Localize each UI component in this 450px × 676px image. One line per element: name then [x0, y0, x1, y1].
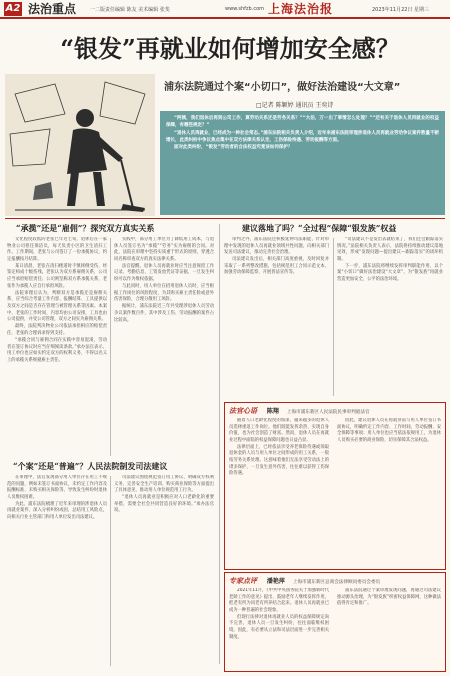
- article-paragraph: 某日清晨，老张在清扫楼道时不慎摔倒受伤，经鉴定构成十级伤残。老张认为双方系雇佣关系，公司应当承担赔偿责任；公司则坚称双方系承揽关系，老张作为承揽人应自行承担风险。: [7, 263, 107, 289]
- article-paragraph: 最终，法院判决物业公司依法承担相应的赔偿责任，老张的合理诉求得到支持。: [7, 324, 107, 336]
- lead-paragraph: 面对此类纠纷，“银发”劳动者的合法权益究竟该如何保护？: [174, 145, 293, 150]
- subtitle: 浦东法院通过个案“小切口”，做好法治建设“大文章”: [164, 82, 401, 93]
- left-heading: “承揽”还是“雇佣”？探究双方真实关系: [16, 223, 155, 233]
- left-column: [7, 237, 107, 457]
- column-divider: [333, 238, 334, 396]
- paper-name: 上海法治报: [268, 2, 334, 16]
- article-paragraph: 在审理中，法官发现部分用人单位存在用工不规范的问题，例如未签订书面协议、未约定工作内容及报酬标准、未购买相关保险等，导致发生纠纷时退休人员维权困难。: [7, 475, 107, 500]
- masthead-rule: [0, 17, 450, 19]
- article-paragraph: 为此，浦东法院梳理了近年来审理的涉退休人员再就业案件，深入分析纠纷成因，总结用工风险点，向相关行业主管部门和用人单位发出司法建议。: [7, 501, 107, 521]
- right-heading: 建议落地了吗？“全过程”保障“银发族”权益: [242, 223, 397, 233]
- expert-comment-body: [337, 588, 441, 668]
- website: www.shfzb.com: [225, 6, 264, 12]
- expert-author: 潘艳萍: [266, 578, 285, 585]
- masthead: [0, 0, 450, 20]
- section-title: 法治重点: [28, 2, 77, 16]
- expert-paragraph: 浦东法院通过个案审理发现问题，再通过司法建议推动源头治理，为“银发族”织密权益保障网，这种做法值得肯定和推广。: [337, 588, 441, 607]
- elderly-worker-illustration: [5, 74, 155, 216]
- page-badge: A2: [5, 3, 21, 14]
- editor-line: 一二版责任编辑 陈友 美术编辑 张斐: [90, 7, 170, 13]
- comment-paragraph: 因此，建议退休人员在再就业前与用人单位签订书面协议，明确约定工作内容、工作时间、劳动报酬、安全保障等事项；用人单位也应当依法依规用工，为退休人员购买必要的商业保险，切实保障其合法权益。: [337, 418, 441, 443]
- expert-comment-header: [229, 577, 380, 587]
- article-paragraph: “承揽合同与雇佣合同在实践中容易混淆，劳动者在签订协议时应当仔细阅读条款。”承办法官表示，用工单位也应如实约定双方的权利义务，不得以名义上的承揽关系规避雇主责任。: [7, 337, 107, 363]
- article-paragraph: “司法建议不是发出去就结束了，我们还会跟踪落实情况。”法院相关负责人表示，法院将持续推动建议落地见效，形成“发现问题—提出建议—跟踪落实”的闭环机制。: [337, 237, 443, 262]
- article-paragraph: “退休人员再就业是积极应对人口老龄化的重要举措，需要全社会共同营造良好的环境。”承办法官说。: [114, 495, 214, 514]
- headline: “银发”再就业如何增加安全感？: [60, 34, 400, 63]
- expert-comment-body: [229, 588, 329, 668]
- byline: □记者 陈颖婷 通讯员 王奕诗: [256, 102, 334, 109]
- expert-tag: 专家点评: [229, 577, 257, 585]
- lead-box: [160, 111, 445, 215]
- section2-heading: “个案”还是“普遍”？人民法院制发司法建议: [13, 461, 168, 471]
- lead-paragraph: “阿姨，我们退休后再到公司工作，算劳动关系还是劳务关系？”“大伯，万一出了事情怎么处理？”“还有关于退休人员再就业的权益保障，有哪些规定？”: [166, 116, 439, 128]
- comment-paragraph: 法律层面上，已经依法享受养老保险待遇或领取退休金的人员与用人单位之间形成的用工关系，一般按劳务关系处理。这意味着他们无法享受劳动法上的诸多保护，一旦发生意外伤害，往往难以获得工伤保险待遇。: [229, 444, 329, 477]
- article-paragraph: 司法建议围绕规范签订用工协议、明确双方权利义务、完善安全生产培训、购买商业保险等方面提出了具体意见，推动用人单位规范用工行为。: [114, 475, 214, 494]
- column-divider: [110, 238, 111, 456]
- judge-comment-body: [337, 418, 441, 566]
- article-paragraph: 文化程度较低的老张已年近七旬，退休后在一家物业公司担任保洁员，每天负责小区的卫生清扫工作。工作期间，老张与公司签订了一份承揽协议，约定报酬按月结算。: [7, 237, 107, 262]
- section2-col-b: [114, 475, 214, 667]
- judge-comment-header: [229, 407, 370, 417]
- headline-rule: [5, 218, 445, 219]
- expert-paragraph: 但现行法律对退休再就业人员的权益保障规定尚不完善，退休人员一旦发生纠纷，往往面临维权困境。因此，有必要从立法和司法层面进一步完善相关制度。: [229, 614, 329, 640]
- lead-paragraph: “退休人员再就业，已经成为一种社会常态。”浦东法院相关负责人介绍，近年来浦东法院审理涉退休人员再就业劳动争议案件数量不断增长，此类纠纷中争议焦点集中在双方法律关系认定、工伤保险待遇、劳动报酬等方面。: [166, 130, 439, 143]
- comment-org: 上海市浦东新区人民法院民事审判庭法官: [286, 410, 370, 415]
- mid-column: [114, 237, 214, 457]
- expert-comment-box: [224, 572, 446, 672]
- right-column-b: [337, 237, 443, 397]
- article-paragraph: 实践中，部分用工单位为了降低用工成本，与退休人员签订名为“承揽”“劳务”实为雇佣的合同。对此，法院在审理中坚持实质重于形式的原则，穿透合同名称审查双方的真实法律关系。: [114, 237, 214, 262]
- comment-paragraph: 随着人口老龄化程度的加深，越来越多的退休人员选择重返工作岗位。他们既能发挥余热、实现自身价值，也为社会创造了财富。然而，退休人员在再就业过程中面临的权益保障问题也日益凸显。: [229, 418, 329, 443]
- judge-comment-box: [224, 402, 446, 570]
- article-paragraph: 据统计，浦东法院近三年共受理涉退休人员劳动争议案件数百件，其中涉及工伤、劳动报酬的案件占比较高。: [114, 304, 214, 323]
- column-divider: [219, 224, 220, 664]
- expert-org: 上海市浦东新区总商会法律顾问委员会委员: [292, 580, 381, 585]
- right-column-a: [224, 237, 329, 397]
- article-paragraph: 法官提醒，退休人员再就业时应当注意保留工作记录、考勤信息、工资发放凭证等证据，一旦发生纠纷可以作为维权依据。: [114, 263, 214, 283]
- column-divider: [110, 476, 111, 666]
- expert-paragraph: 2021年11月，《中共中央国务院关于加强新时代老龄工作的意见》提出，鼓励老年人继续发挥作用，把老有所为同老有所养结合起来。退休人员再就业已成为一种普遍的社会现象。: [229, 588, 329, 613]
- article-paragraph: 法院审理后认为，判断双方是承揽还是雇佣关系，应当综合考量工作内容、报酬结算、工具提供以及双方之间是否存在管理与被管理关系等因素。本案中，老张的工作时间、内容均由公司安排，工具也由公司提供，并受公司管理，双方之间实为雇佣关系。: [7, 290, 107, 323]
- judge-comment-body: [229, 418, 329, 566]
- article-paragraph: 审判之外，浦东法院还积极延伸司法职能，针对审理中发现的退休人员再就业领域共性问题，向相关部门发送司法建议，推动完善社会治理。: [224, 237, 329, 256]
- comment-author: 陈翔: [266, 408, 279, 415]
- issue-date: 2023年11月22日 星期三: [372, 7, 430, 13]
- article-paragraph: 下一步，浦东法院将继续发挥审判职能作用，以个案“小切口”做好法治建设“大文章”，为“银发族”再就业营造更加安全、公平的法治环境。: [337, 263, 443, 283]
- article-paragraph: 司法建议发出后，相关部门高度重视，及时回复并采取了一系列整改措施，包括规范用工合同示范文本、加强劳动保障监察、开展普法宣传等。: [224, 257, 329, 276]
- article-paragraph: 与此同时，用人单位在招用退休人员时，应当根据工作岗位的风险程度，为其购买雇主责任险或意外伤害保险，合理分散用工风险。: [114, 284, 214, 303]
- section2-col-a: [7, 475, 107, 667]
- comment-tag: 法官心语: [229, 407, 257, 415]
